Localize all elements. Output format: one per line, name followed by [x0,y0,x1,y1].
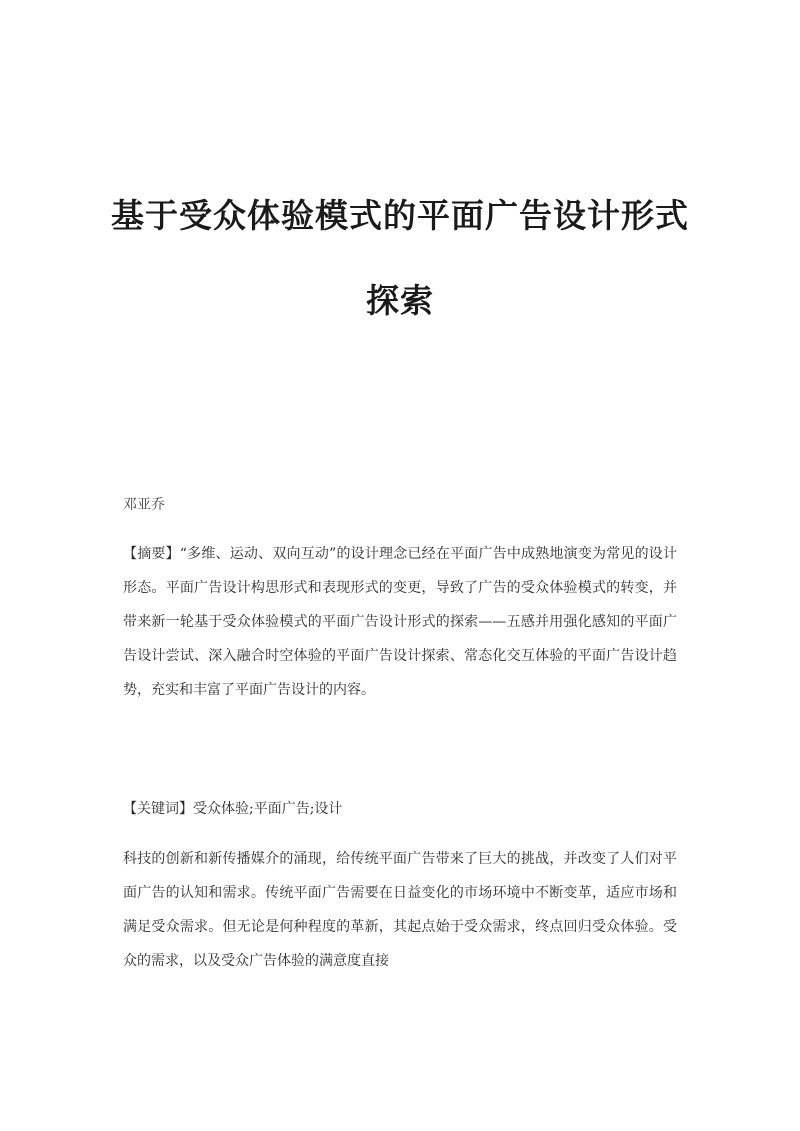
document-title-line-2: 探索 [366,281,434,320]
abstract-paragraph: 【摘要】“多维、运动、双向互动”的设计理念已经在平面广告中成熟地演变为常见的设计形态。平面广告设计构思形式和表现形式的变更，导致了广告的受众体验模式的转变，并带来新一轮基于受众体验模式的平面广告设计形式的探索——五感并用强化感知的平面广告设计尝试、深入融合时空体验的平面广告设计探索、常态化交互体验的平面广告设计趋势，充实和丰富了平面广告设计的内容。 [123,546,677,698]
keywords-paragraph: 【关键词】受众体验;平面广告;设计 [123,801,343,817]
document-title-line-1: 基于受众体验模式的平面广告设计形式 [111,196,689,235]
author-name: 邓亚乔 [123,497,165,513]
body-paragraph: 科技的创新和新传播媒介的涌现，给传统平面广告带来了巨大的挑战，并改变了人们对平面广告的认知和需求。传统平面广告需要在日益变化的市场环境中不断变革，适应市场和满足受众需求。但无论是何种程度的革新，其起点始于受众需求，终点回归受众体验。受众的需求，以及受众广告体验的满意度直接 [123,851,677,969]
